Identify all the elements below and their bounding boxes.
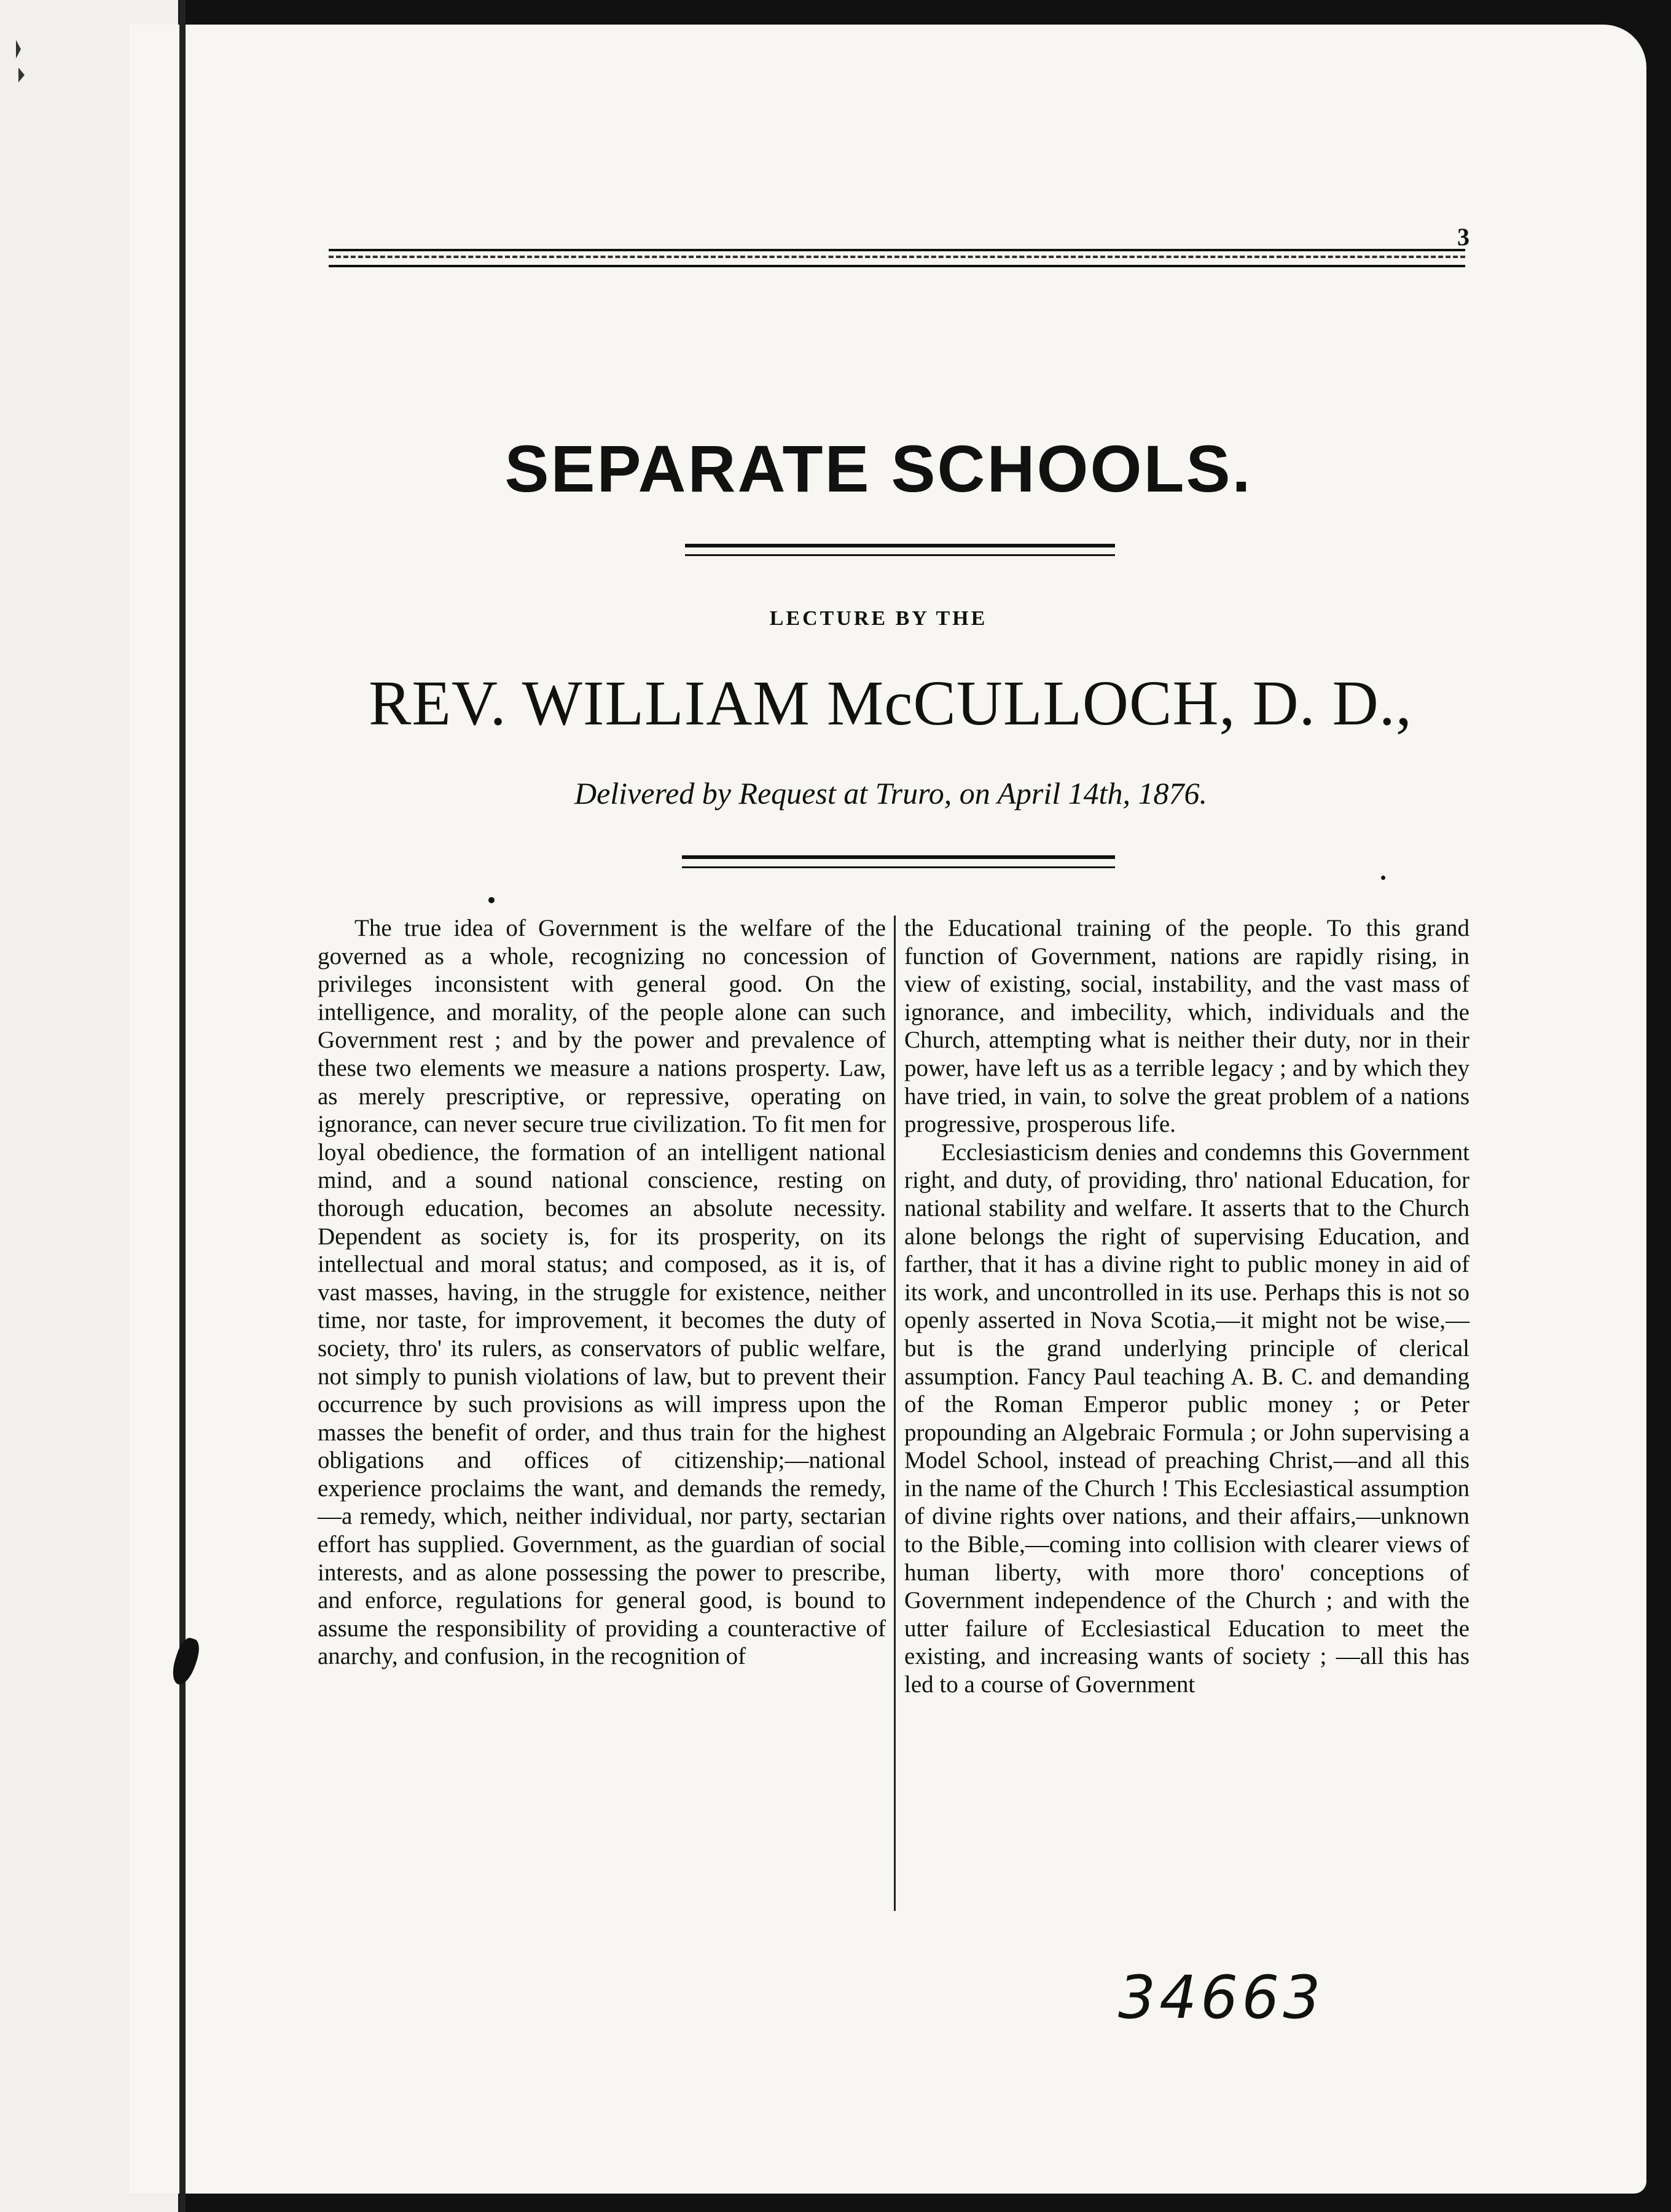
binding-marks — [12, 37, 31, 98]
paragraph: Ecclesiasticism denies and condemns this Government right, and duty, of providing, thro' national Education, for national stability and welfare. It asserts that to the Church alone belongs the right of supervising Education, and farther, that it has a divine right to public money in aid of its work, and uncontrolled in its use. Perhaps this is not so openly asserted in Nova Scotia,—it might not be wise,—but is the grand underlying principle of clerical assumption. Fancy Paul teaching A. B. C. and demanding of the Roman Emperor public money ; or Peter propounding an Algebraic Formula ; or John supervising a Model School, instead of preaching Christ,—and all this in the name of the Church ! This Ecclesiastical assumption of divine rights over nations, and their affairs,—unknown to the Bible,—coming into collision with clearer views of human liberty, with more thoro' conceptions of Government independence of the Church ; and with the utter failure of Ecclesiastical Education to meet the existing, and increasing wants of society ; —all this has led to a course of Government — [904, 1139, 1469, 1698]
text-column-right — [904, 914, 1469, 1699]
text-column-left — [318, 914, 886, 1671]
author-name: REV. WILLIAM McCULLOCH, D. D., — [369, 668, 1412, 739]
paragraph: The true idea of Government is the welfare of the governed as a whole, recognizing no concession of privileges inconsistent with general good. On the intelligence, and morality, of the people alone can such Government rest ; and by the power and prevalence of these two elements we measure a nations prosperty. Law, as merely prescriptive, or repressive, operating on ignorance, can never secure true civilization. To fit men for loyal obedience, the formation of an intelligent national mind, and a sound national conscience, resting on thorough education, becomes an absolute necessity. Dependent as society is, for its prosperity, on its intellectual and moral status; and composed, as it is, of vast masses, having, in the struggle for existence, neither time, nor taste, for improvement, it becomes the duty of society, thro' its rulers, as conservators of public welfare, not simply to punish violations of law, but to prevent their occurrence by such provisions as will impress upon the masses the benefit of order, and thus train for the highest obligations and offices of citizenship;—national experience proclaims the want, and demands the remedy,—a remedy, which, neither individual, nor party, sectarian effort has supplied. Government, as the guardian of social interests, and as alone possessing the power to prescribe, and enforce, regulations for general good, is bound to assume the responsibility of providing a counteractive of anarchy, and confusion, in the recognition of — [318, 915, 886, 1670]
document-title: SEPARATE SCHOOLS. — [504, 431, 1253, 506]
delivery-line: Delivered by Request at Truro, on April 14th, 1876. — [574, 776, 1207, 810]
body-rule-thin — [682, 866, 1115, 868]
title-rule-thin — [685, 554, 1115, 556]
body-rule — [682, 855, 1115, 859]
header-rule — [329, 249, 1465, 267]
ink-speck — [1381, 876, 1385, 880]
ink-speck — [488, 897, 495, 903]
lecture-by-line: LECTURE BY THE — [769, 607, 988, 630]
column-divider — [894, 916, 896, 1911]
page-fold-line — [179, 0, 186, 2212]
title-rule — [685, 544, 1115, 547]
paragraph: the Educational training of the people. To this grand function of Government, nations are rapidly rising, in view of existing, social, instability, and the vast mass of ignorance, and imbecility, which, individuals and the Church, attempting what is neither their duty, nor in their power, have left us as a terrible legacy ; and by which they have tried, in vain, to solve the great problem of a nations progressive, prosperous life. — [904, 915, 1469, 1138]
page-number: 3 — [1457, 223, 1469, 251]
handwritten-catalog-number: 34663 — [1118, 1963, 1325, 2032]
